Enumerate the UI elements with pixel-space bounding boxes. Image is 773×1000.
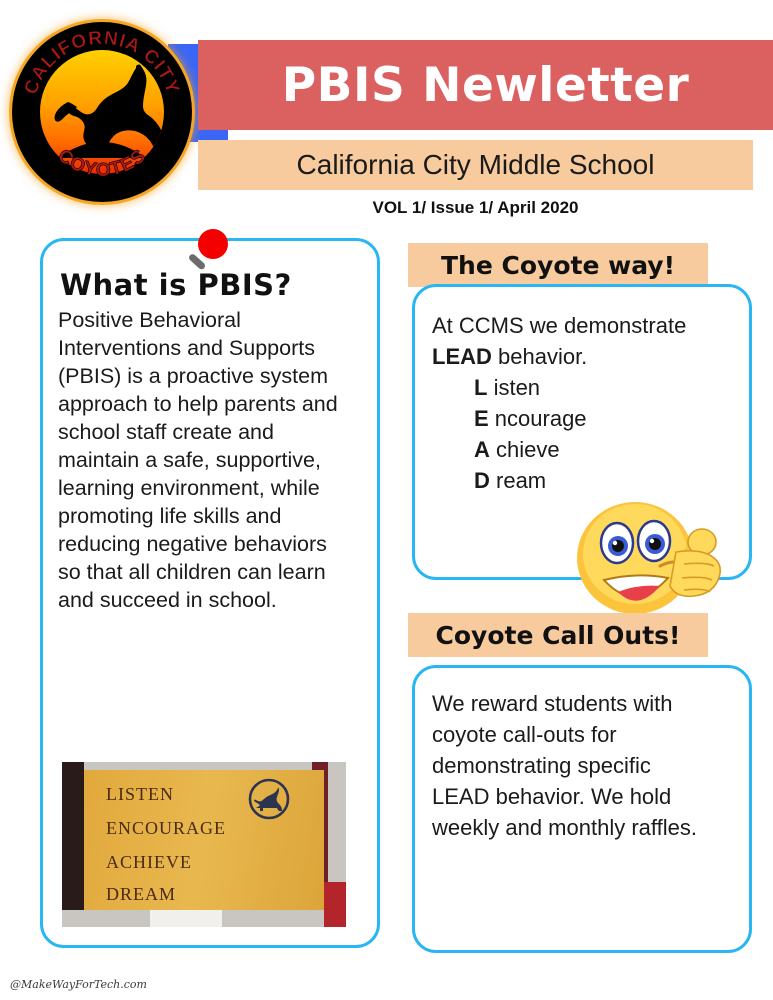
call-outs-body: We reward students with coyote call-outs for demonstrating specific LEAD behavior. We hold weekly and monthly raffles. <box>432 691 697 840</box>
lead-word: isten <box>487 375 541 400</box>
svg-text:COYOTES <box>54 145 151 181</box>
lead-letter: A <box>474 437 490 462</box>
lead-word: chieve <box>489 437 560 462</box>
lead-intro-after: behavior. <box>491 344 588 369</box>
footer-watermark: @MakeWayForTech.com <box>10 978 147 991</box>
lead-item <box>474 372 702 403</box>
subtitle-banner <box>198 140 753 190</box>
volume-issue-date: VOL 1/ Issue 1/ April 2020 <box>372 198 579 217</box>
lead-word: ream <box>489 468 547 493</box>
lead-intro <box>432 310 702 372</box>
svg-text:CALIFORNIA CITY <box>21 28 184 98</box>
left-card-heading: What is PBIS? <box>60 268 292 302</box>
photo-right-red <box>324 882 346 927</box>
sign-line-2: ENCOURAGE <box>106 818 226 838</box>
lead-intro-before: At CCMS we demonstrate <box>432 313 687 338</box>
photo-dark-bar <box>62 762 84 910</box>
call-outs-band <box>408 613 708 657</box>
call-outs-title: Coyote Call Outs! <box>435 620 681 650</box>
lead-letter: D <box>474 468 490 493</box>
sign-line-3: ACHIEVE <box>106 852 192 872</box>
coyote-way-band <box>408 243 708 287</box>
title-banner <box>198 40 773 130</box>
lead-item <box>474 434 702 465</box>
lead-word: ncourage <box>488 406 587 431</box>
school-logo <box>12 22 192 202</box>
lead-letter: E <box>474 406 489 431</box>
lead-acronym-list <box>474 372 702 496</box>
logo-top-arc-text: CALIFORNIA CITY <box>20 27 184 98</box>
sign-line-1: LISTEN <box>106 784 174 804</box>
lead-letter: L <box>474 375 488 400</box>
logo-bottom-arc-text: COYOTES <box>53 145 151 182</box>
logo-ring-text <box>12 22 192 202</box>
page-title: PBIS Newletter <box>281 57 690 113</box>
lead-item <box>474 403 702 434</box>
sign-board <box>84 770 324 910</box>
sign-line-4: DREAM <box>106 884 177 904</box>
lead-body <box>432 310 702 496</box>
coyote-circle-logo-icon <box>248 778 290 820</box>
left-card-body: Positive Behavioral Interventions and Supports (PBIS) is a proactive system approach to help parents and school staff create and maintain a safe, supportive, learning environment, while promoting life skills and reducing negative behaviors so that all children can learn and succeed in school. <box>58 308 338 612</box>
lead-intro-bold: LEAD <box>432 344 492 369</box>
lead-sign-photo <box>62 762 346 927</box>
smiley-thumbs-up-icon <box>572 488 732 623</box>
coyote-way-title: The Coyote way! <box>440 250 675 280</box>
school-name: California City Middle School <box>296 149 655 180</box>
